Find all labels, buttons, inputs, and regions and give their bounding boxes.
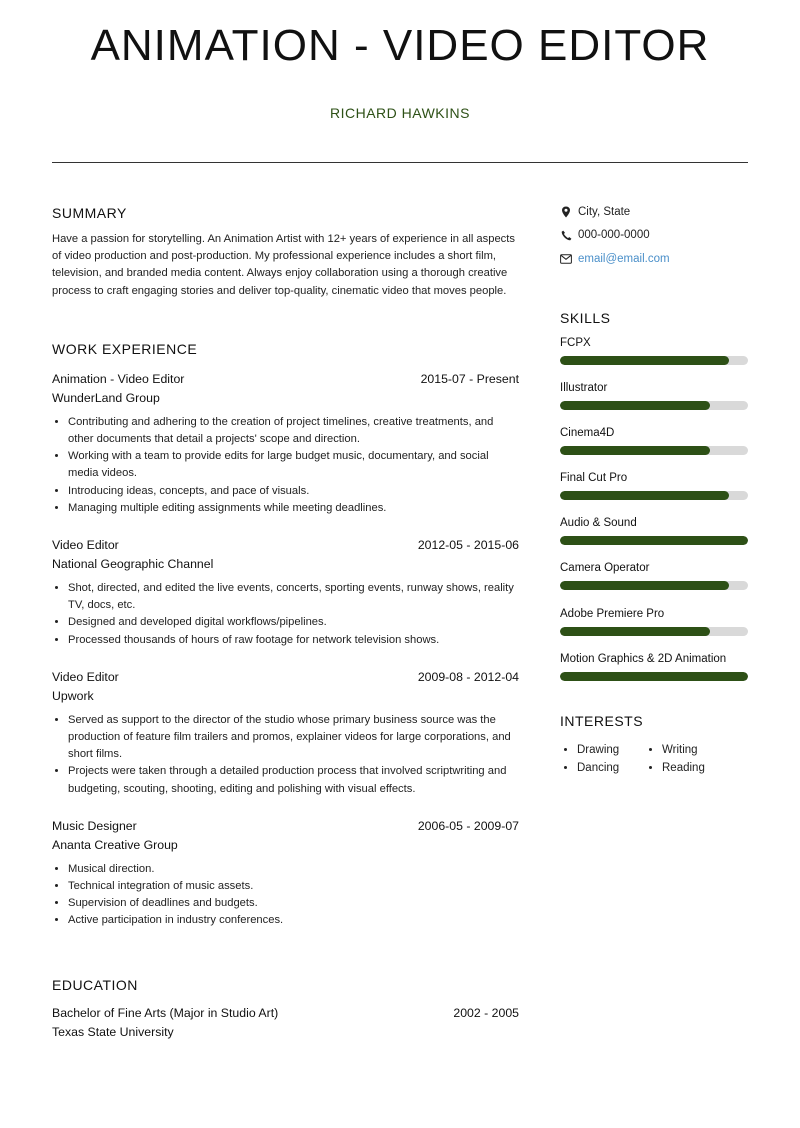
education-heading: EDUCATION [52, 976, 138, 993]
skill-level-bar [560, 401, 748, 410]
list-item: • Active participation in industry conferences. [68, 912, 519, 929]
skill-level-bar [560, 672, 748, 681]
job-bullets [52, 861, 519, 930]
map-pin-icon [560, 206, 572, 218]
header-divider [52, 162, 748, 163]
skill-label: Motion Graphics & 2D Animation [560, 652, 727, 665]
list-item: • Projects were taken through a detailed production process that involved scriptwriting and budgeting, scouting, shooting, editing and polishing with visual effects. [68, 763, 519, 797]
list-item: • Reading [662, 760, 736, 778]
skill-label: Final Cut Pro [560, 472, 628, 485]
skill-item [560, 335, 748, 380]
list-item: • Shot, directed, and edited the live events, concerts, sporting events, runway shows, reality TV, docs, etc. [68, 580, 519, 614]
job-company: Ananta Creative Group [52, 837, 178, 852]
skill-level-fill [560, 491, 729, 500]
skill-item [560, 515, 748, 560]
skill-item [560, 380, 748, 425]
summary-heading: SUMMARY [52, 205, 127, 221]
location-text: City, State [578, 205, 631, 218]
envelope-icon [560, 253, 572, 265]
interests-list-1 [560, 742, 648, 777]
skill-item [560, 651, 748, 696]
list-item: • Served as support to the director of the studio whose primary business source was the production of feature film trailers and promos, explainer videos for large corporations, and short films. [68, 712, 519, 764]
skill-item [560, 606, 748, 651]
skill-label: Illustrator [560, 381, 608, 394]
skill-level-bar [560, 491, 748, 500]
list-item: • Dancing [577, 760, 648, 778]
contact-email [560, 247, 748, 271]
list-item: • Introducing ideas, concepts, and pace of visuals. [68, 483, 519, 500]
interests-list-2 [648, 742, 736, 777]
job-company: Upwork [52, 688, 94, 703]
skills-heading: SKILLS [560, 309, 611, 326]
email-link[interactable]: email@email.com [578, 252, 670, 265]
job-bullets [52, 712, 519, 798]
job-dates: 2006-05 - 2009-07 [417, 818, 519, 833]
job-entry [52, 536, 519, 649]
skill-label: Cinema4D [560, 426, 615, 439]
skill-level-bar [560, 536, 748, 545]
job-title: Video Editor [52, 669, 119, 684]
job-bullets [52, 414, 519, 517]
list-item: • Processed thousands of hours of raw footage for network television shows. [68, 632, 519, 649]
job-title: Video Editor [52, 538, 119, 553]
job-entry [52, 370, 519, 517]
summary-section [52, 204, 519, 300]
contact-location [560, 200, 748, 224]
resume-title: ANIMATION - VIDEO EDITOR [90, 21, 710, 70]
education-dates: 2002 - 2005 [453, 1005, 519, 1020]
interests-section [560, 712, 748, 777]
work-experience-heading: WORK EXPERIENCE [52, 340, 198, 357]
list-item: • Writing [662, 742, 736, 760]
degree: Bachelor of Fine Arts (Major in Studio Art) [52, 1005, 279, 1020]
skill-label: Audio & Sound [560, 517, 637, 530]
job-entry [52, 668, 519, 798]
job-dates: 2009-08 - 2012-04 [417, 669, 519, 684]
list-item: • Designed and developed digital workflows/pipelines. [68, 614, 519, 631]
skill-level-fill [560, 356, 729, 365]
list-item: • Managing multiple editing assignments while meeting deadlines. [68, 500, 519, 517]
skill-level-bar [560, 446, 748, 455]
work-experience-section [52, 340, 519, 930]
job-entry [52, 817, 519, 930]
job-title: Music Designer [52, 818, 137, 833]
skill-level-fill [560, 581, 729, 590]
contact-section [560, 200, 748, 271]
candidate-name: RICHARD HAWKINS [330, 105, 470, 121]
job-title: Animation - Video Editor [52, 371, 185, 386]
skill-item [560, 425, 748, 470]
skills-list [560, 335, 748, 697]
job-company: National Geographic Channel [52, 557, 214, 572]
list-item: • Contributing and adhering to the creation of project timelines, creative treatments, and other documents that detail a projects' scope and direction. [68, 414, 519, 448]
interests-heading: INTERESTS [560, 713, 644, 729]
phone-text: 000-000-0000 [578, 229, 650, 242]
list-item: • Drawing [577, 742, 648, 760]
skill-label: Camera Operator [560, 562, 650, 575]
skill-item [560, 560, 748, 605]
skill-level-bar [560, 627, 748, 636]
skill-item [560, 470, 748, 515]
phone-icon [560, 229, 572, 241]
list-item: • Technical integration of music assets. [68, 878, 519, 895]
list-item: • Musical direction. [68, 861, 519, 878]
education-section [52, 976, 519, 1042]
skill-level-bar [560, 581, 748, 590]
summary-text: Have a passion for storytelling. An Animation Artist with 12+ years of experience in all aspects of video production and post-production. My professional experience includes a short film, television, and branded media content. Always enjoy collaboration using a thorough creative process to craft engaging stories and deliver top-quality, cinematic video that moves people. [52, 233, 515, 297]
skill-level-fill [560, 672, 748, 681]
list-item: • Working with a team to provide edits for large budget music, documentary, and social media videos. [68, 448, 519, 482]
job-dates: 2012-05 - 2015-06 [417, 538, 519, 553]
main-column [52, 204, 519, 1042]
skill-label: Adobe Premiere Pro [560, 607, 665, 620]
skills-section [560, 309, 748, 697]
skill-level-fill [560, 401, 710, 410]
list-item: • Supervision of deadlines and budgets. [68, 895, 519, 912]
school: Texas State University [52, 1024, 174, 1039]
job-dates: 2015-07 - Present [420, 371, 519, 386]
job-company: WunderLand Group [52, 390, 160, 405]
skill-level-fill [560, 536, 748, 545]
sidebar-column [560, 200, 748, 777]
job-bullets [52, 580, 519, 649]
skill-label: FCPX [560, 336, 591, 349]
skill-level-bar [560, 356, 748, 365]
skill-level-fill [560, 446, 710, 455]
skill-level-fill [560, 627, 710, 636]
contact-phone [560, 224, 748, 248]
